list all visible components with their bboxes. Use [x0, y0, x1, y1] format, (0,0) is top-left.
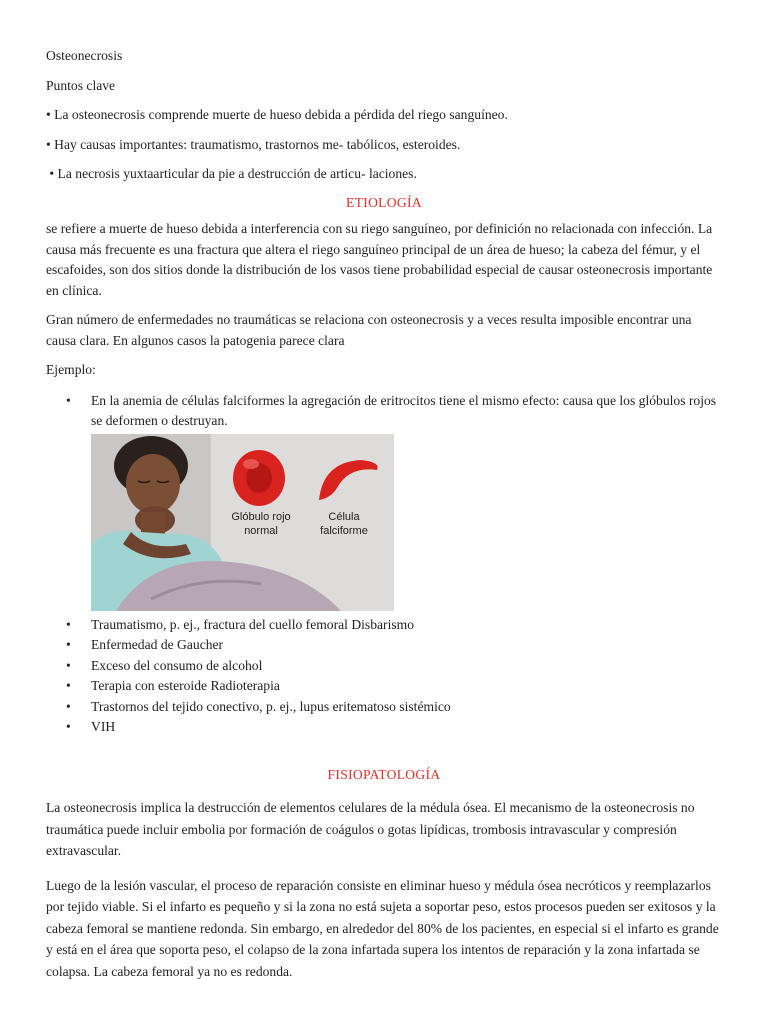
sickle-cell-figure [91, 434, 394, 611]
etiologia-paragraph-2: Gran número de enfermedades no traumáticas se relaciona con osteonecrosis y a veces resulta imposible encontrar una causa clara. En algunos casos la patogenia parece clara [46, 312, 692, 348]
fisiopatologia-paragraph-2: Luego de la lesión vascular, el proceso de reparación consiste en eliminar hueso y médula ósea necróticos y reemplazarlos por tejido viable. Si el infarto es pequeño y si la zona no está sujeta a soportar peso, estos procesos pueden ser exitosos y la cabeza femoral se mantiene redonda. Sin embargo, en alrededor del 80% de los pacientes, en especial si el infarto es grande y está en el área que soporta peso, el colapso de la zona infartada supera los intentos de reparación y la zona infartada se colapsa. La cabeza femoral ya no es redonda. [46, 877, 719, 979]
list-item [46, 676, 722, 697]
document-title: Osteonecrosis [46, 48, 123, 63]
bullet-glyph: • [66, 392, 71, 408]
list-item [46, 697, 722, 718]
list-item [46, 656, 722, 677]
section-heading-etiologia: ETIOLOGÍA [346, 194, 422, 210]
etiologia-paragraph-1: se refiere a muerte de hueso debida a interferencia con su riego sanguíneo, por definición no relacionada con infección. La causa más frecuente es una fractura que altera el riego sanguíneo principal de un área de hueso; la cabeza del fémur, y el escafoides, son dos sitios donde la distribución de los vasos tiene probabilidad especial de causar osteonecrosis importante en clínica. [46, 221, 713, 298]
list-item-text: Trastornos del tejido conectivo, p. ej., lupus eritematoso sistémico [91, 698, 451, 714]
list-item [46, 635, 722, 656]
bullet-glyph: • [66, 657, 71, 673]
label-normal-rbc: Glóbulo rojo normal [231, 510, 291, 537]
woman-face [126, 454, 180, 514]
fisiopatologia-paragraph-1: La osteonecrosis implica la destrucción de elementos celulares de la médula ósea. El mecanismo de la osteonecrosis no traumática puede incluir embolia por formación de coágulos o gotas lipídicas, trombosis intravascular y compresión extravascular. [46, 800, 695, 858]
list-item-text: VIH [91, 719, 116, 734]
list-item [46, 391, 722, 432]
bullet-glyph: • [66, 678, 71, 693]
key-point-2: • Hay causas importantes: traumatismo, trastornos me- tabólicos, esteroides. [46, 136, 461, 152]
section-heading-fisiopatologia: FISIOPATOLOGÍA [327, 766, 441, 782]
list-item [46, 615, 722, 636]
list-item-text: En la anemia de células falciformes la agregación de eritrocitos tiene el mismo efecto: causa que los glóbulos rojos se deformen o destruyan. [91, 392, 717, 428]
key-point-3: • La necrosis yuxtaarticular da pie a destrucción de articu- laciones. [46, 166, 417, 181]
label-sickle-cell: Célula falciforme [320, 510, 368, 537]
list-item-text: Exceso del consumo de alcohol [91, 657, 263, 673]
normal-rbc-highlight [243, 459, 259, 469]
key-point-1: • La osteonecrosis comprende muerte de hueso debida a pérdida del riego sanguíneo. [46, 107, 508, 122]
woman-neck [141, 512, 165, 534]
cause-list [46, 615, 722, 738]
document-content [46, 46, 722, 991]
example-label: Ejemplo: [46, 362, 96, 377]
list-item-text: Terapia con esteroide Radioterapia [91, 678, 280, 693]
key-points-label: Puntos clave [46, 77, 116, 93]
list-item [46, 717, 722, 738]
cause-list-first [46, 391, 722, 432]
bullet-glyph: • [66, 616, 71, 632]
bullet-glyph: • [66, 719, 71, 734]
list-item-text: Enfermedad de Gaucher [91, 637, 224, 652]
bullet-glyph: • [66, 637, 71, 652]
bullet-glyph: • [66, 698, 71, 714]
list-item-text: Traumatismo, p. ej., fractura del cuello femoral Disbarismo [91, 616, 415, 632]
